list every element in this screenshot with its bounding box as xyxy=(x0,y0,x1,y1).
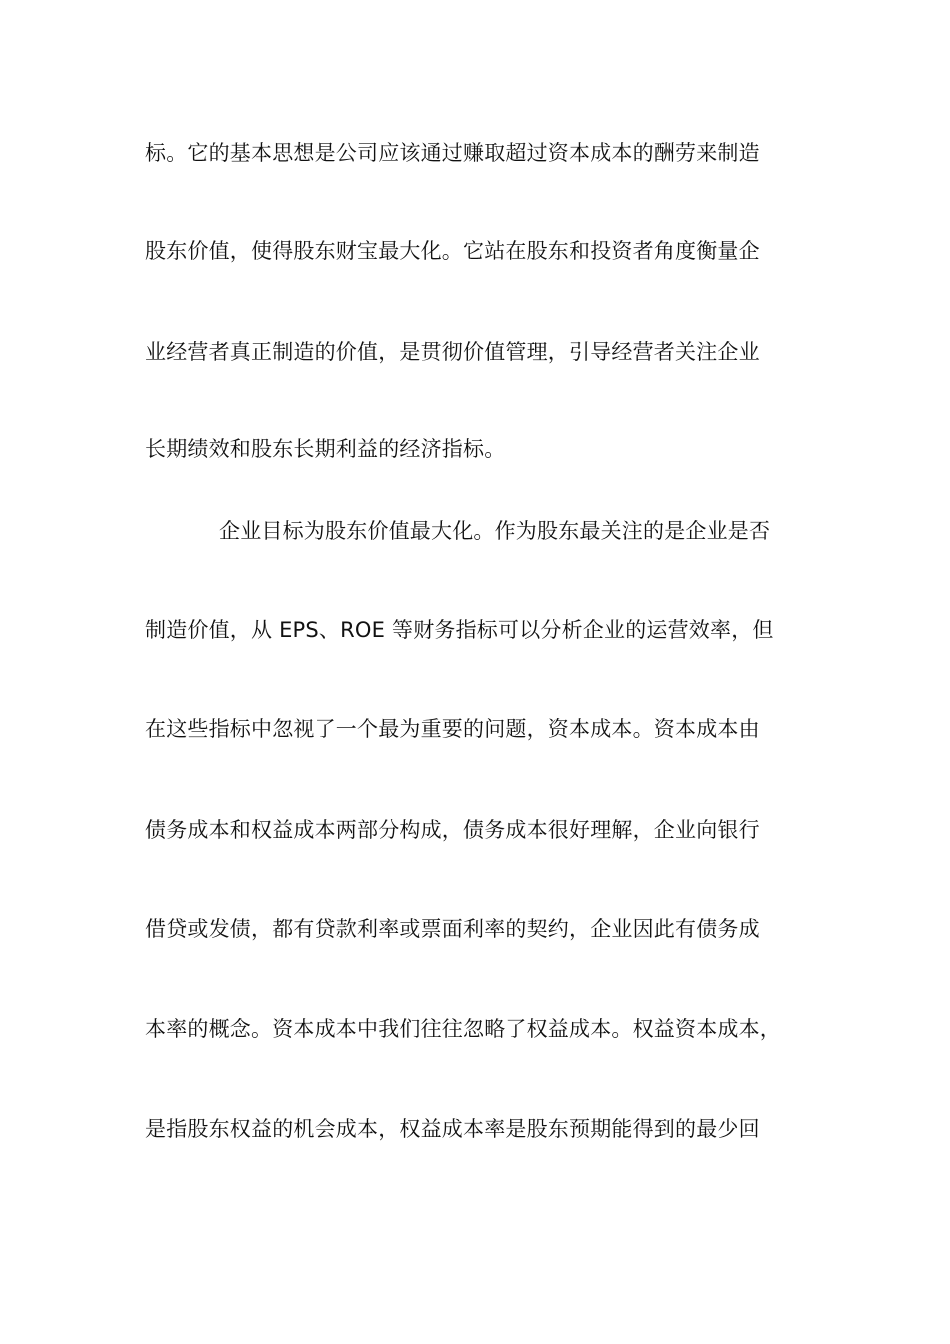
paragraph-line: 股东价值，使得股东财宝最大化。它站在股东和投资者角度衡量企 xyxy=(145,239,760,263)
paragraph-line: 在这些指标中忽视了一个最为重要的问题，资本成本。资本成本由 xyxy=(145,717,760,741)
paragraph-line: 标。它的基本思想是公司应该通过赚取超过资本成本的酬劳来制造 xyxy=(145,141,760,165)
paragraph-line: 是指股东权益的机会成本，权益成本率是股东预期能得到的最少回 xyxy=(145,1117,760,1141)
paragraph-line: 长期绩效和股东长期利益的经济指标。 xyxy=(145,437,506,461)
paragraph-line: 本率的概念。资本成本中我们往往忽略了权益成本。权益资本成本， xyxy=(145,1017,781,1041)
paragraph-line: 债务成本和权益成本两部分构成，债务成本很好理解，企业向银行 xyxy=(145,818,760,842)
paragraph-line: 借贷或发债，都有贷款利率或票面利率的契约，企业因此有债务成 xyxy=(145,917,760,941)
paragraph-line: 业经营者真正制造的价值，是贯彻价值管理，引导经营者关注企业 xyxy=(145,340,760,364)
paragraph-line: 企业目标为股东价值最大化。作为股东最关注的是企业是否 xyxy=(219,519,771,543)
paragraph-line: 制造价值，从 EPS、ROE 等财务指标可以分析企业的运营效率，但 xyxy=(145,618,774,642)
